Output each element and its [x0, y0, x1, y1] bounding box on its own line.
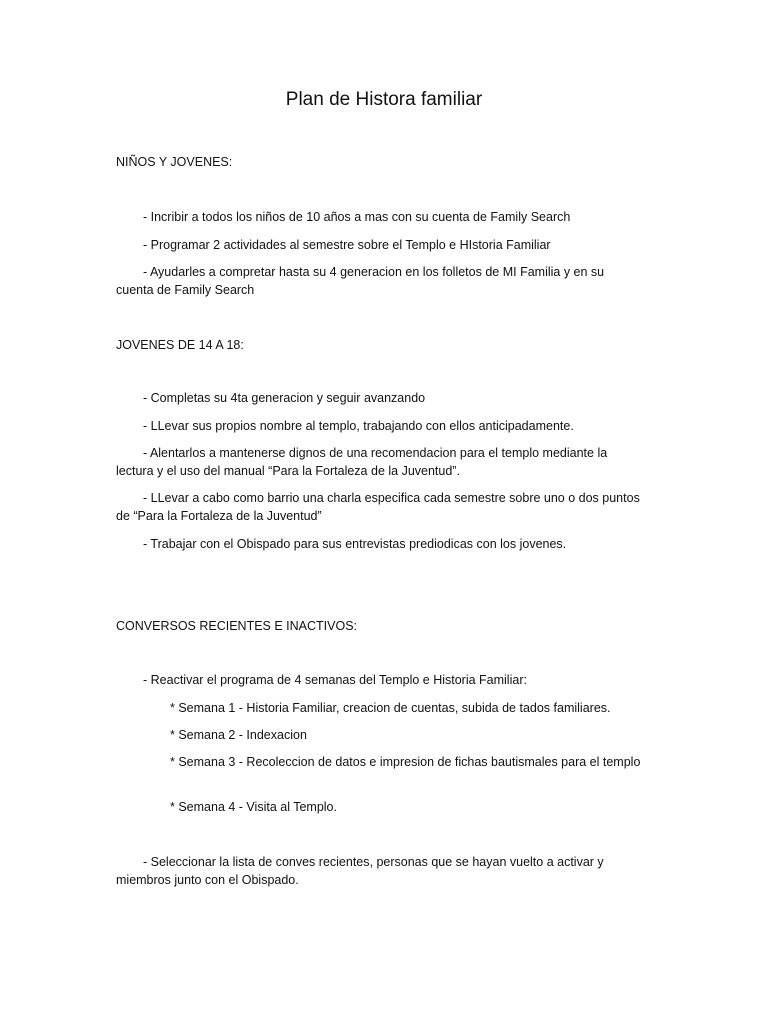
list-item: * Semana 1 - Historia Familiar, creacion de cuentas, subida de tados familiares.: [170, 701, 611, 715]
paragraph: - Trabajar con el Obispado para sus entrevistas prediodicas con los jovenes.: [143, 537, 567, 551]
list-item: * Semana 2 - Indexacion: [170, 728, 307, 742]
paragraph: - LLevar a cabo como barrio una charla especifica cada semestre sobre uno o dos puntos de “Para la Fortaleza de la Juventud”: [116, 491, 640, 523]
section-heading-jovenes: JOVENES DE 14 A 18:: [116, 338, 244, 352]
paragraph: - Completas su 4ta generacion y seguir avanzando: [143, 391, 426, 405]
paragraph: - LLevar sus propios nombre al templo, trabajando con ellos anticipadamente.: [143, 419, 574, 433]
document-title: Plan de Histora familiar: [285, 89, 483, 110]
paragraph: - Ayudarles a compretar hasta su 4 generacion en los folletos de MI Familia y en su cuenta de Family Search: [116, 265, 605, 297]
list-item: * Semana 4 - Visita al Templo.: [170, 800, 337, 814]
section-heading-ninos: NIÑOS Y JOVENES:: [116, 155, 233, 169]
paragraph: - Incribir a todos los niños de 10 años a mas con su cuenta de Family Search: [143, 210, 571, 224]
paragraph: - Reactivar el programa de 4 semanas del Templo e Historia Familiar:: [143, 673, 527, 687]
section-heading-conversos: CONVERSOS RECIENTES E INACTIVOS:: [116, 619, 358, 633]
paragraph: - Seleccionar la lista de conves recientes, personas que se hayan vuelto a activar y miembros junto con el Obispado.: [116, 855, 604, 887]
paragraph: - Alentarlos a mantenerse dignos de una recomendacion para el templo mediante la lectura y el uso del manual “Para la Fortaleza de la Juventud”.: [116, 446, 608, 478]
paragraph: - Programar 2 actividades al semestre sobre el Templo e HIstoria Familiar: [143, 238, 551, 252]
list-item: * Semana 3 - Recoleccion de datos e impresion de fichas bautismales para el templo: [170, 755, 641, 769]
